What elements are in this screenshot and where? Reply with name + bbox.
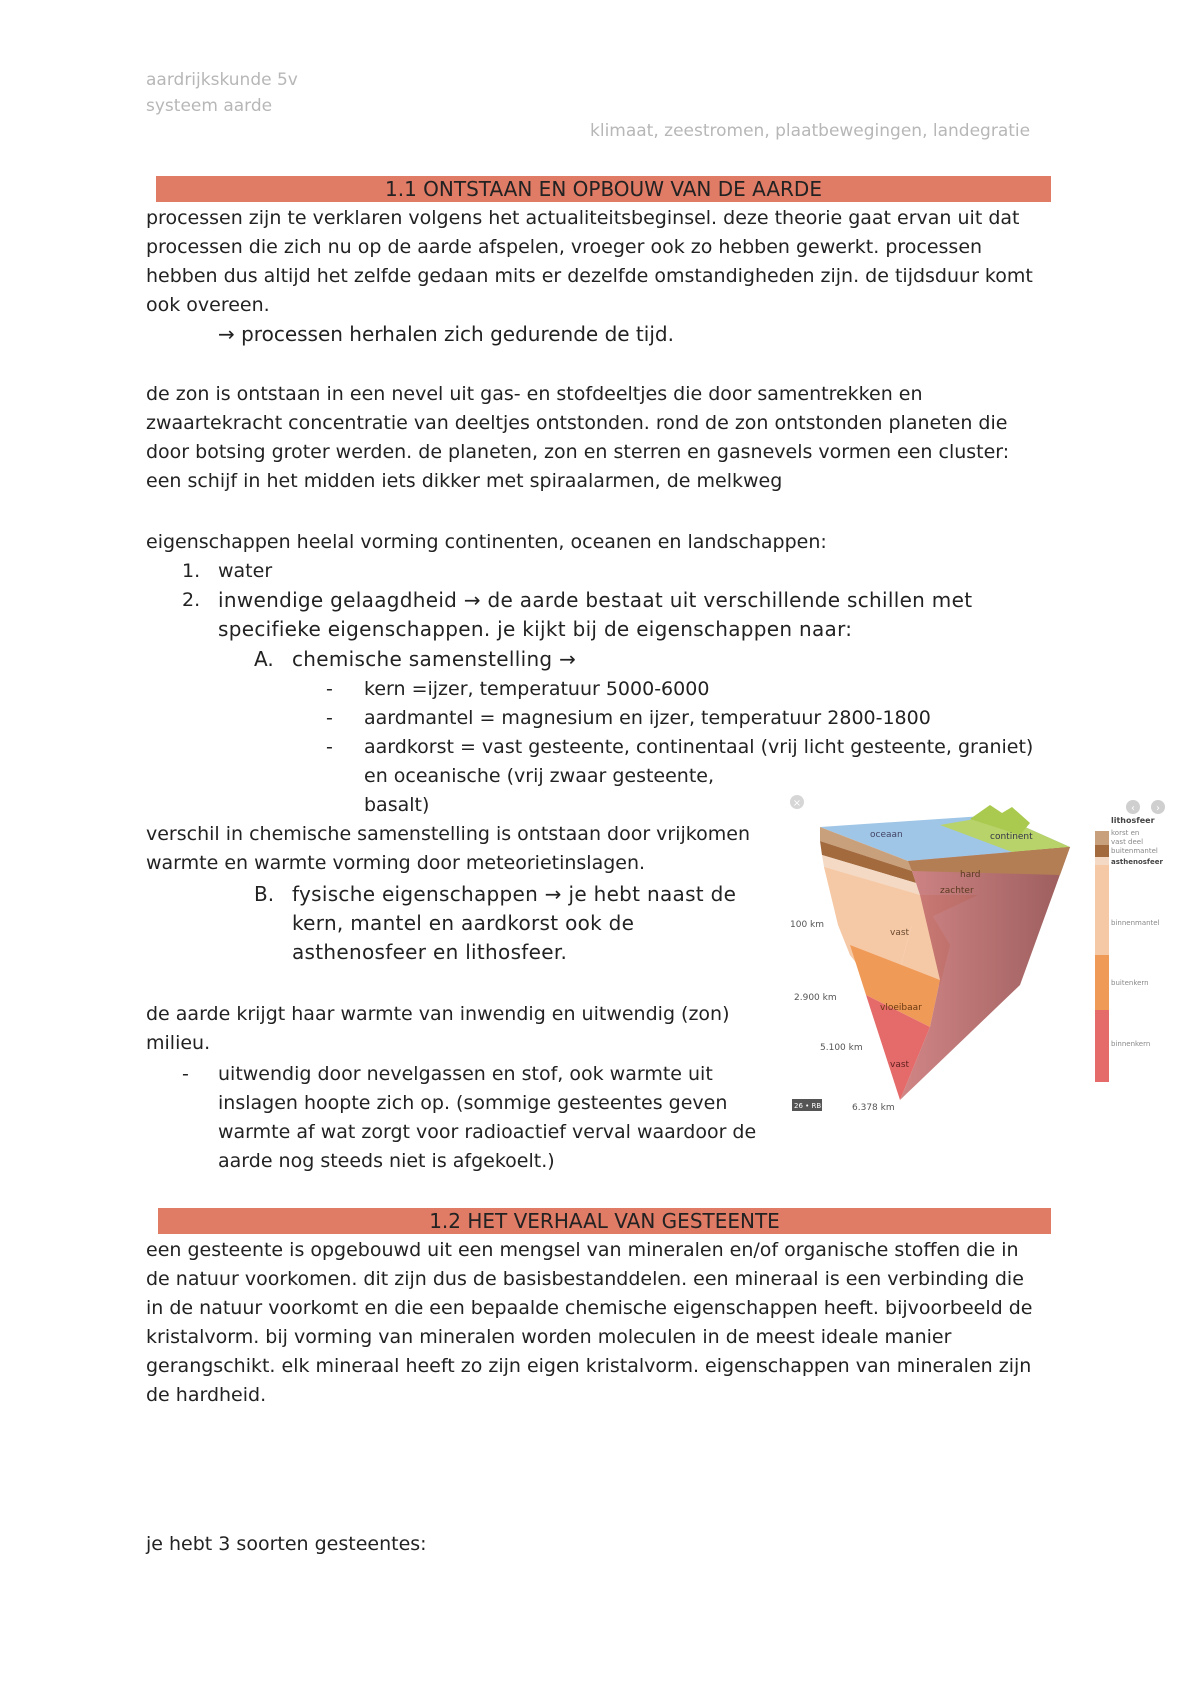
list-number-2: 2.	[182, 589, 201, 611]
dash-bullet: -	[326, 707, 333, 729]
legend-swatch-buitenkern	[1095, 955, 1109, 1010]
subject-title: systeem aarde	[146, 96, 273, 116]
text-line: zwaartekracht concentratie van deeltjes ontstonden. rond de zon ontstonden planeten die	[146, 412, 1008, 434]
paragraph-actualiteitsbeginsel	[146, 204, 1033, 320]
course-title: aardrijkskunde 5v	[146, 70, 298, 90]
legend-buitenmantel-top: buitenmantel	[1111, 847, 1158, 855]
label-zachter: zachter	[940, 886, 974, 896]
list-item-gelaagdheid-cont: specifieke eigenschappen. je kijkt bij de eigenschappen naar:	[218, 617, 853, 641]
label-oceaan: oceaan	[870, 830, 903, 840]
paragraph-soorten: je hebt 3 soorten gesteentes:	[146, 1533, 427, 1555]
earth-layers-diagram	[790, 795, 1170, 1120]
section-2-heading: 1.2 HET VERHAAL VAN GESTEENTE	[158, 1208, 1051, 1234]
text-line: de zon is ontstaan in een nevel uit gas- en stofdeeltjes die door samentrekken en	[146, 383, 923, 405]
dash-bullet: -	[326, 736, 333, 758]
close-icon[interactable]	[790, 795, 804, 809]
topics-line: klimaat, zeestromen, plaatbewegingen, landegratie	[590, 121, 1031, 141]
svg-text:‹: ‹	[1131, 803, 1135, 814]
text-line: fysische eigenschappen → je hebt naast de	[292, 882, 737, 906]
text-line: een gesteente is opgebouwd uit een mengsel van mineralen en/of organische stoffen die in	[146, 1239, 1019, 1261]
depth-5100: 5.100 km	[820, 1043, 863, 1053]
prev-arrow-icon[interactable]	[1126, 800, 1140, 814]
dash-bullet: -	[182, 1063, 189, 1085]
legend-binnenmantel: binnenmantel	[1111, 919, 1160, 927]
legend-korst: korst en	[1111, 829, 1140, 837]
legend-buitenkern: buitenkern	[1111, 979, 1149, 987]
bullet-aardkorst-cont2: basalt)	[364, 794, 430, 816]
badge-text: 26 • RB	[794, 1102, 822, 1110]
text-line: in de natuur voorkomt en die een bepaalde chemische eigenschappen heeft. bijvoorbeeld de	[146, 1297, 1033, 1319]
label-vast-mantel: vast	[890, 928, 910, 938]
sublist-item-chemisch: chemische samenstelling →	[292, 647, 577, 671]
paragraph-eigenschappen: eigenschappen heelal vorming continenten, oceanen en landschappen:	[146, 531, 827, 553]
text-line: ook overeen.	[146, 294, 270, 316]
sublist-letter-a: A.	[254, 647, 274, 671]
text-line: hebben dus altijd het zelfde gedaan mits er dezelfde omstandigheden zijn. de tijdsduur komt	[146, 265, 1033, 287]
bullet-aardkorst: aardkorst = vast gesteente, continentaal (vrij licht gesteente, graniet)	[364, 736, 1034, 758]
legend-swatch-binnenkern	[1095, 1010, 1109, 1082]
dash-bullet: -	[326, 678, 333, 700]
text-line: warmte en warmte vorming door meteorietinslagen.	[146, 852, 646, 874]
text-line: milieu.	[146, 1032, 211, 1054]
paragraph-verschil	[146, 820, 750, 878]
section-1-heading: 1.1 ONTSTAAN EN OPBOUW VAN DE AARDE	[156, 176, 1051, 202]
text-line: verschil in chemische samenstelling is ontstaan door vrijkomen	[146, 823, 750, 845]
legend-asthenosfeer: asthenosfeer	[1111, 858, 1163, 866]
text-line: asthenosfeer en lithosfeer.	[292, 940, 568, 964]
legend-swatch-asthenosfeer	[1095, 857, 1109, 865]
text-line: processen zijn te verklaren volgens het actualiteitsbeginsel. deze theorie gaat ervan uit dat	[146, 207, 1020, 229]
depth-2900: 2.900 km	[794, 993, 837, 1003]
list-item-water: water	[218, 560, 273, 582]
svg-text:›: ›	[1156, 803, 1160, 814]
text-line: door botsing groter werden. de planeten, zon en sterren en gasnevels vormen een cluster:	[146, 441, 1010, 463]
text-line: processen die zich nu op de aarde afspelen, vroeger ook zo hebben gewerkt. processen	[146, 236, 983, 258]
paragraph-warmte	[146, 1000, 730, 1058]
label-vloeibaar: vloeibaar	[880, 1003, 922, 1013]
label-vast-kern: vast	[890, 1060, 910, 1070]
paragraph-gesteente	[146, 1236, 1033, 1410]
paragraph-zon-ontstaan	[146, 380, 1009, 496]
legend-swatch-korst	[1095, 831, 1109, 845]
text-line: kern, mantel en aardkorst ook de	[292, 911, 635, 935]
text-line: inslagen hoopte zich op. (sommige gesteentes geven	[218, 1092, 728, 1114]
text-line: de natuur voorkomen. dit zijn dus de basisbestanddelen. een mineraal is een verbinding die	[146, 1268, 1024, 1290]
text-line: een schijf in het midden iets dikker met spiraalarmen, de melkweg	[146, 470, 783, 492]
bullet-uitwendig	[218, 1060, 756, 1176]
bullet-aardkorst-cont: en oceanische (vrij zwaar gesteente,	[364, 765, 715, 787]
list-item-gelaagdheid: inwendige gelaagdheid → de aarde bestaat uit verschillende schillen met	[218, 588, 973, 612]
label-continent: continent	[990, 832, 1033, 842]
depth-100: 100 km	[790, 920, 825, 930]
text-line: aarde nog steeds niet is afgekoelt.)	[218, 1150, 555, 1172]
text-line: de hardheid.	[146, 1384, 267, 1406]
text-line: de aarde krijgt haar warmte van inwendig en uitwendig (zon)	[146, 1003, 730, 1025]
legend-title: lithosfeer	[1111, 816, 1155, 825]
legend-swatch-buitenmantel	[1095, 845, 1109, 857]
list-number-1: 1.	[182, 560, 201, 582]
text-line: uitwendig door nevelgassen en stof, ook warmte uit	[218, 1063, 713, 1085]
sublist-letter-b: B.	[254, 882, 275, 906]
depth-6378: 6.378 km	[852, 1103, 895, 1113]
text-line: kristalvorm. bij vorming van mineralen worden moleculen in de meest ideale manier	[146, 1326, 952, 1348]
next-arrow-icon[interactable]	[1151, 800, 1165, 814]
arrow-conclusion: → processen herhalen zich gedurende de tijd.	[218, 322, 674, 346]
label-hard: hard	[960, 870, 981, 880]
bullet-aardmantel: aardmantel = magnesium en ijzer, temperatuur 2800-1800	[364, 707, 931, 729]
text-line: warmte af wat zorgt voor radioactief verval waardoor de	[218, 1121, 757, 1143]
text-line: gerangschikt. elk mineraal heeft zo zijn eigen kristalvorm. eigenschappen van mineralen zijn	[146, 1355, 1032, 1377]
legend-swatch-binnenmantel	[1095, 865, 1109, 955]
svg-text:×: ×	[792, 798, 802, 809]
legend-vast-deel: vast deel	[1111, 838, 1144, 846]
legend-binnenkern: binnenkern	[1111, 1040, 1151, 1048]
sublist-item-fysisch	[292, 880, 736, 967]
bullet-kern: kern =ijzer, temperatuur 5000-6000	[364, 678, 710, 700]
